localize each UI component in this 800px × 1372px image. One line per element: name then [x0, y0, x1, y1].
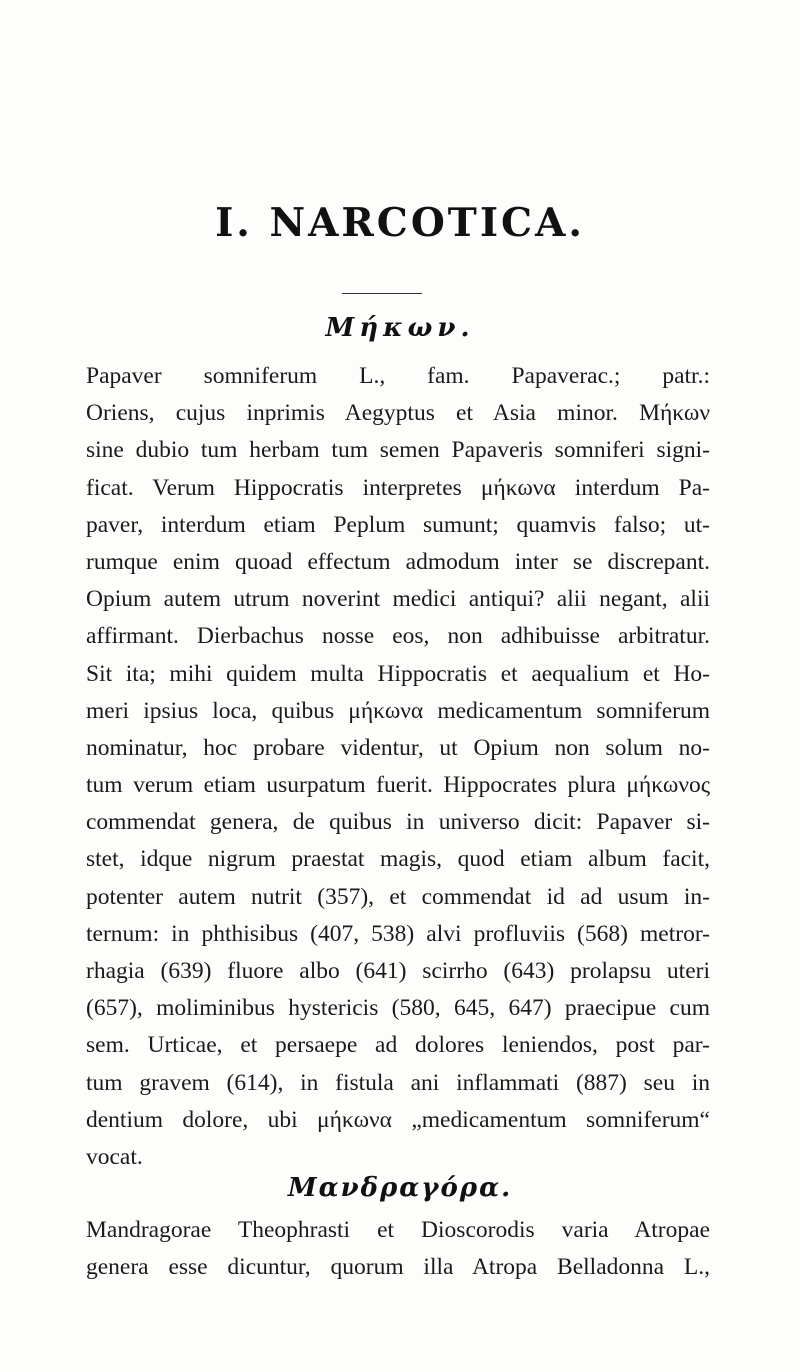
text-line: sine dubio tum herbam tum semen Papaveris somniferi signi-	[86, 437, 710, 464]
text-line: commendat genera, de quibus in universo dicit: Papaver si-	[86, 809, 710, 836]
text-line: genera esse dicuntur, quorum illa Atropa Belladonna L.,	[86, 1254, 710, 1281]
text-line: ternum: in phthisibus (407, 538) alvi profluviis (568) metror-	[86, 920, 710, 947]
text-line: sem. Urticae, et persaepe ad dolores leniendos, post par-	[86, 1032, 710, 1059]
text-line: meri ipsius loca, quibus μήκωνα medicamentum somniferum	[86, 697, 710, 724]
section-body-mekon	[86, 358, 710, 1176]
heading-divider-rule	[342, 293, 422, 294]
text-line: ficat. Verum Hippocratis interpretes μήκωνα interdum Pa-	[86, 474, 710, 501]
text-line: rhagia (639) fluore albo (641) scirrho (643) prolapsu uteri	[86, 958, 710, 984]
text-line: dentium dolore, ubi μήκωνα „medicamentum somniferum“	[86, 1106, 710, 1133]
section-title-mandragora: Μανδραγόρα.	[287, 1173, 513, 1203]
text-line: nominatur, hoc probare videntur, ut Opium non solum no-	[86, 734, 710, 761]
text-line: Opium autem utrum noverint medici antiqui? alii negant, alii	[86, 586, 710, 613]
text-line: Mandragorae Theophrasti et Dioscorodis varia Atropae	[86, 1217, 710, 1243]
text-line: rumque enim quoad effectum admodum inter se discrepant.	[86, 548, 710, 575]
text-line: potenter autem nutrit (357), et commendat id ad usum in-	[86, 883, 710, 910]
text-line: (657), moliminibus hystericis (580, 645, 647) praecipue cum	[86, 995, 710, 1022]
text-line: Papaver somniferum L., fam. Papaverac.; patr.:	[86, 363, 710, 389]
text-line: paver, interdum etiam Peplum sumunt; quamvis falso; ut-	[86, 511, 710, 538]
section-title-mekon: Μήκων.	[325, 313, 475, 343]
text-line: tum verum etiam usurpatum fuerit. Hippocrates plura μήκωνος	[86, 772, 710, 799]
text-line: affirmant. Dierbachus nosse eos, non adhibuisse arbitratur.	[86, 623, 710, 650]
text-line: Oriens, cujus inprimis Aegyptus et Asia minor. Μήκων	[86, 400, 710, 427]
text-line: vocat.	[86, 1143, 143, 1170]
text-line: Sit ita; mihi quidem multa Hippocratis et aequalium et Ho-	[86, 660, 710, 687]
text-line: tum gravem (614), in fistula ani inflammati (887) seu in	[86, 1069, 710, 1096]
chapter-heading: I. NARCOTICA.	[215, 200, 585, 246]
section-body-mandragora	[86, 1212, 710, 1286]
text-line: stet, idque nigrum praestat magis, quod etiam album facit,	[86, 846, 710, 873]
